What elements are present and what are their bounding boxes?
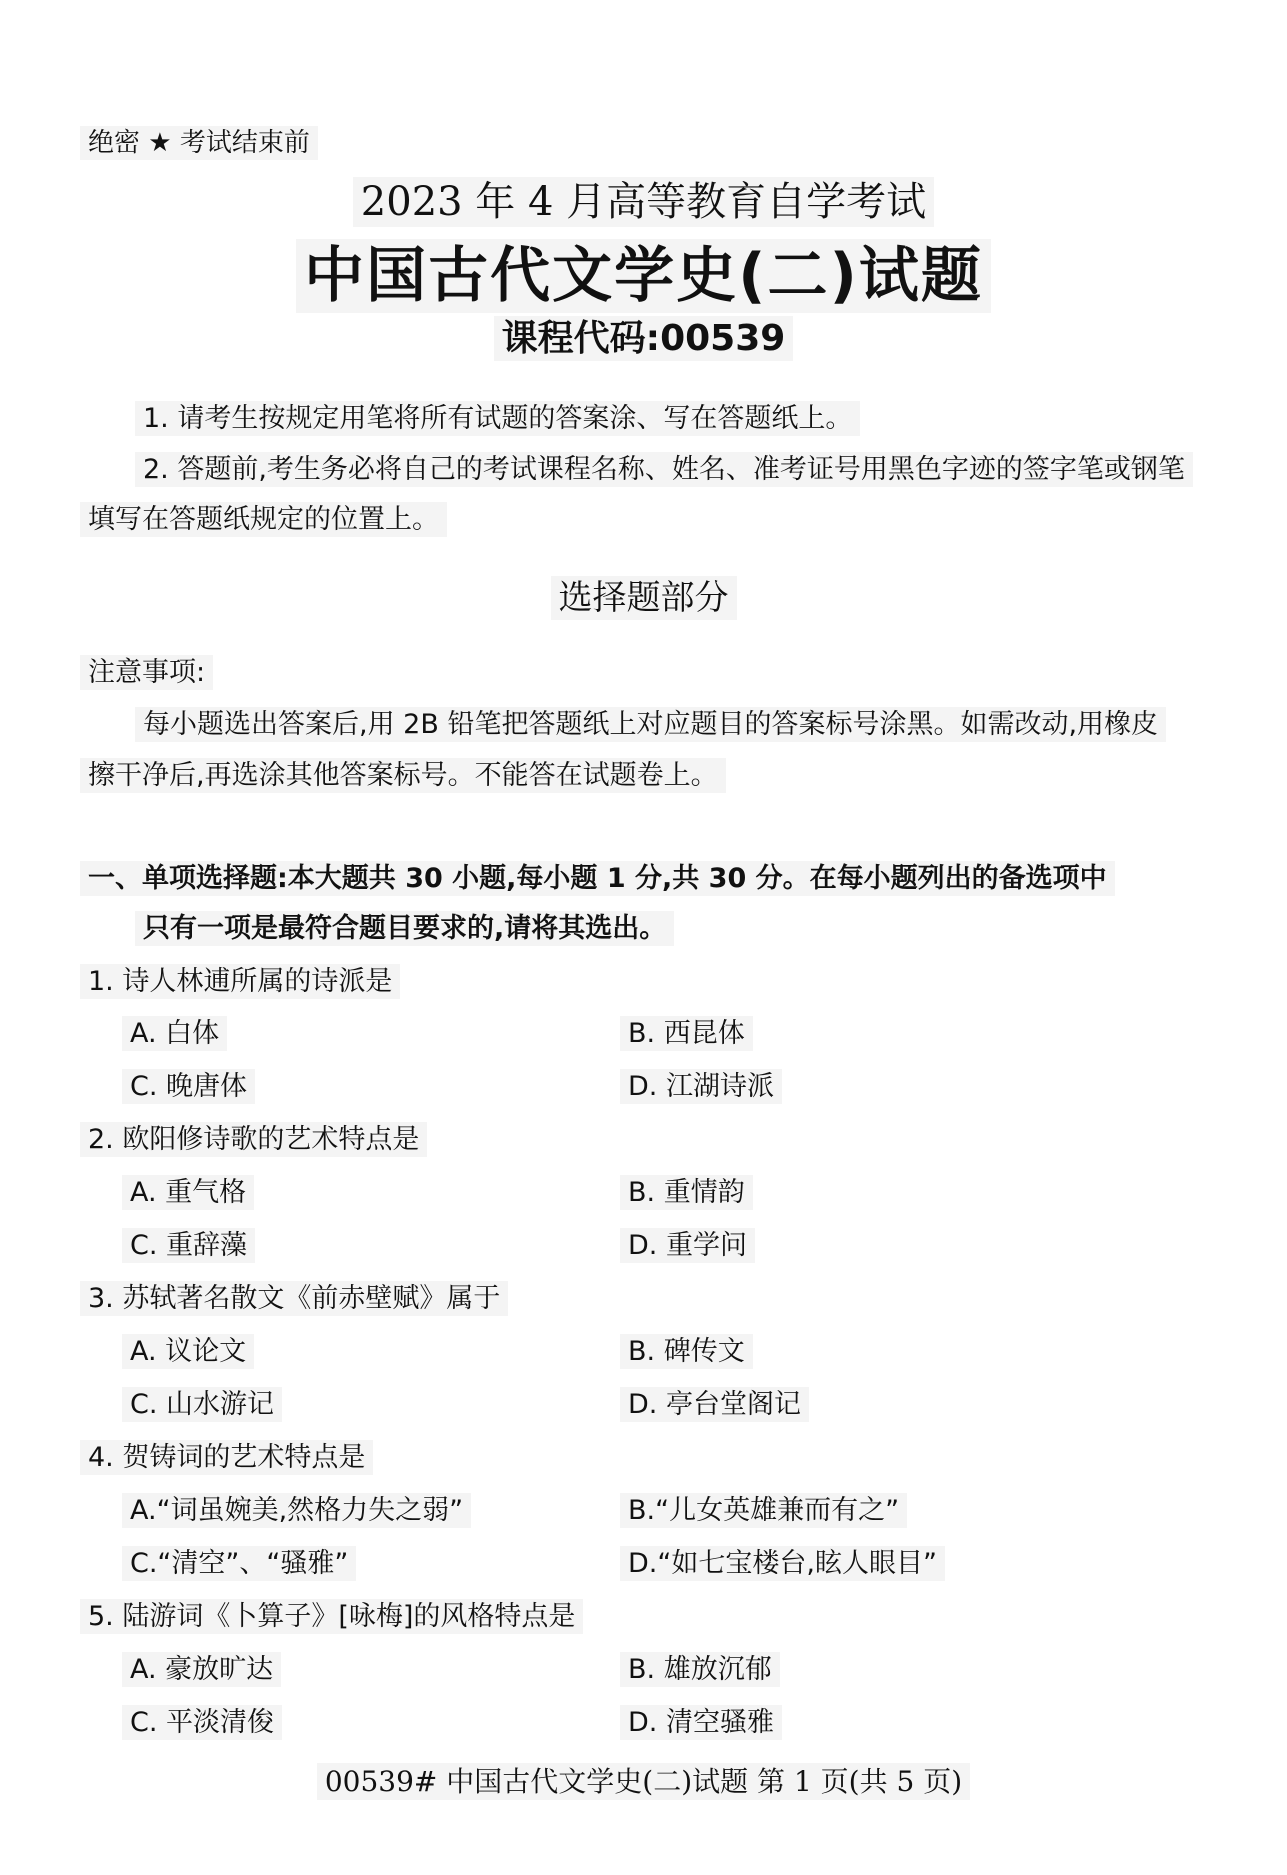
- option-a: A. 重气格: [122, 1170, 254, 1209]
- course-code: 课程代码:00539: [0, 310, 1287, 361]
- question-stem: 3. 苏轼著名散文《前赤壁赋》属于: [80, 1276, 508, 1315]
- exam-title: 2023 年 4 月高等教育自学考试: [0, 170, 1287, 227]
- notice-line-1: 每小题选出答案后,用 2B 铅笔把答题纸上对应题目的答案标号涂黑。如需改动,用橡皮: [135, 702, 1166, 741]
- page-footer: 00539# 中国古代文学史(二)试题 第 1 页(共 5 页): [0, 1760, 1287, 1800]
- option-d: D. 江湖诗派: [620, 1064, 782, 1103]
- option-d: D. 重学问: [620, 1223, 755, 1262]
- part-heading-2: 只有一项是最符合题目要求的,请将其选出。: [135, 906, 674, 945]
- option-a: A.“词虽婉美,然格力失之弱”: [122, 1488, 471, 1527]
- option-c: C. 晚唐体: [122, 1064, 255, 1103]
- option-a: A. 议论文: [122, 1329, 254, 1368]
- option-d: D. 亭台堂阁记: [620, 1382, 809, 1421]
- notice-line-2: 擦干净后,再选涂其他答案标号。不能答在试题卷上。: [80, 753, 726, 792]
- question-stem: 4. 贺铸词的艺术特点是: [80, 1435, 373, 1474]
- option-b: B. 雄放沉郁: [620, 1647, 780, 1686]
- question-stem: 5. 陆游词《卜算子》[咏梅]的风格特点是: [80, 1594, 583, 1633]
- notice-label: 注意事项:: [80, 650, 213, 689]
- part-heading-1: 一、单项选择题:本大题共 30 小题,每小题 1 分,共 30 分。在每小题列出的备选项中: [80, 856, 1115, 895]
- option-c: C. 重辞藻: [122, 1223, 255, 1262]
- option-a: A. 豪放旷达: [122, 1647, 281, 1686]
- option-c: C. 平淡清俊: [122, 1700, 282, 1739]
- instruction-2-cont: 填写在答题纸规定的位置上。: [80, 497, 447, 536]
- instruction-2: 2. 答题前,考生务必将自己的考试课程名称、姓名、准考证号用黑色字迹的签字笔或钢笔: [135, 447, 1193, 486]
- question-stem: 2. 欧阳修诗歌的艺术特点是: [80, 1117, 427, 1156]
- option-b: B. 碑传文: [620, 1329, 753, 1368]
- option-d: D. 清空骚雅: [620, 1700, 782, 1739]
- option-a: A. 白体: [122, 1011, 227, 1050]
- subject-title: 中国古代文学史(二)试题: [0, 228, 1287, 314]
- confidential-label: 绝密 ★ 考试结束前: [80, 122, 318, 159]
- section-title: 选择题部分: [0, 570, 1287, 619]
- option-c: C.“清空”、“骚雅”: [122, 1541, 356, 1580]
- option-b: B.“儿女英雄兼而有之”: [620, 1488, 907, 1527]
- option-b: B. 重情韵: [620, 1170, 753, 1209]
- option-d: D.“如七宝楼台,眩人眼目”: [620, 1541, 945, 1580]
- question-stem: 1. 诗人林逋所属的诗派是: [80, 959, 400, 998]
- instruction-1: 1. 请考生按规定用笔将所有试题的答案涂、写在答题纸上。: [135, 396, 860, 435]
- option-b: B. 西昆体: [620, 1011, 753, 1050]
- option-c: C. 山水游记: [122, 1382, 282, 1421]
